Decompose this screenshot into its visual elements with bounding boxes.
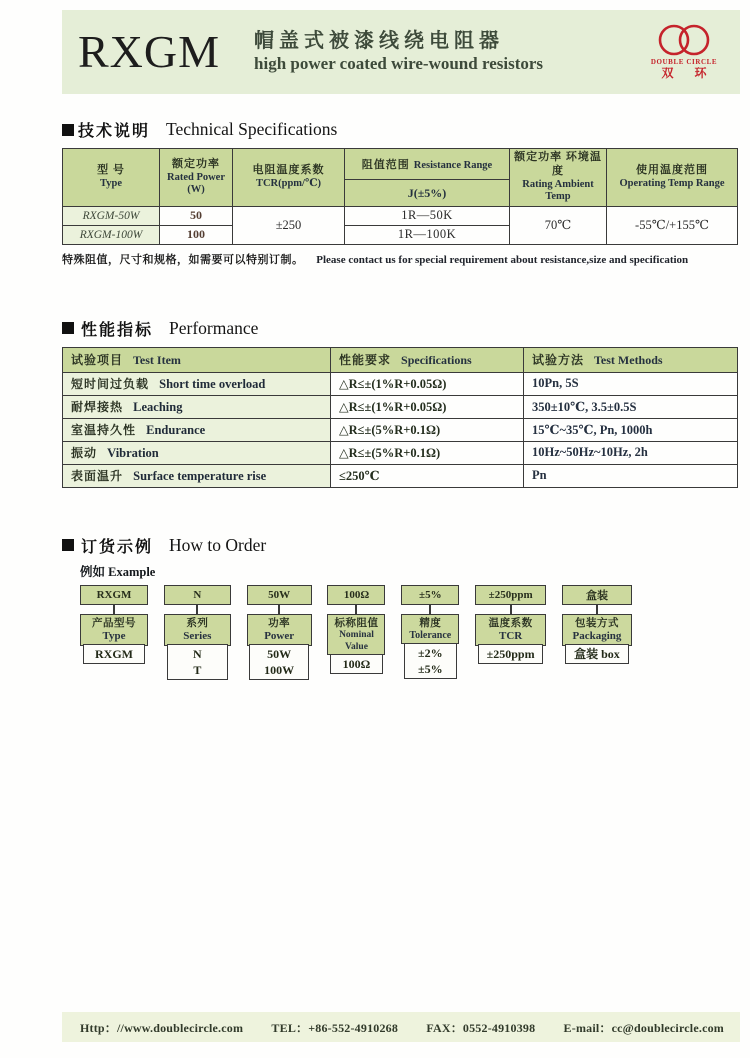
cell-test-item: 室温持久性 Endurance: [63, 418, 331, 441]
header-band: [62, 10, 740, 94]
col-header-specifications: 性能要求 Specifications: [331, 347, 524, 372]
footer-website: Http：//www.doublecircle.com: [80, 1020, 244, 1035]
footer-fax: FAX：0552-4910398: [426, 1020, 536, 1035]
col-header-tcr: 电阻温度系数 TCR(ppm/℃): [233, 149, 345, 207]
table-row: [63, 464, 738, 487]
product-code: RXGM: [78, 26, 221, 77]
col-subheader-tolerance: J(±5%): [345, 179, 510, 206]
cell-specification: △R≤±(1%R+0.05Ω): [331, 372, 524, 395]
cell-test-item: 振动 Vibration: [63, 441, 331, 464]
connector-line: [596, 605, 598, 614]
cell-test-item: 短时间过负载 Short time overload: [63, 372, 331, 395]
section-heading-performance: [62, 317, 740, 340]
order-label-box: 精度 Tolerance: [401, 614, 459, 645]
col-header-ambient-temp: 额定功率 环境温度 Rating Ambient Temp: [510, 149, 607, 207]
order-code-box: ±5%: [401, 585, 459, 605]
order-label-box: 系列 Series: [164, 614, 231, 646]
product-title-en: high power coated wire-wound resistors: [254, 54, 544, 74]
order-column-tolerance: [401, 585, 459, 680]
double-circle-icon: [651, 22, 717, 58]
order-value-box: 50W 100W: [249, 644, 309, 680]
table-row: [63, 206, 738, 225]
cell-specification: ≤250℃: [331, 464, 524, 487]
table-row: [63, 372, 738, 395]
col-header-resistance-range: 阻值范围 Resistance Range: [345, 149, 510, 180]
order-value-box: N T: [167, 644, 229, 680]
cell-type: RXGM-50W: [63, 206, 160, 225]
col-header-operating-temp: 使用温度范围 Operating Temp Range: [607, 149, 738, 207]
order-value-box: 盒装 box: [565, 644, 629, 664]
product-title-zh: 帽盖式被漆线绕电阻器: [254, 30, 505, 53]
order-code-box: 100Ω: [327, 585, 385, 605]
order-column-tcr: [475, 585, 546, 665]
cell-test-item: 耐焊接热 Leaching: [63, 395, 331, 418]
order-value-box: 100Ω: [330, 654, 383, 674]
table-row: [63, 418, 738, 441]
technical-specifications-table: [62, 148, 738, 245]
cell-test-method: 15℃~35℃, Pn, 1000h: [524, 418, 738, 441]
order-column-nominal-value: [327, 585, 385, 674]
section-heading-how-to-order: [62, 534, 740, 557]
logo-text-zh: 双 环: [661, 66, 716, 81]
cell-tcr: ±250: [233, 206, 345, 244]
col-header-rated-power: 额定功率 Rated Power (W): [160, 149, 233, 207]
connector-line: [510, 605, 512, 614]
order-column-series: [164, 585, 231, 681]
cell-power: 50: [160, 206, 233, 225]
order-label-box: 包装方式 Packaging: [562, 614, 632, 646]
col-header-test-methods: 试验方法 Test Methods: [524, 347, 738, 372]
performance-table: [62, 347, 738, 488]
section-title-zh: 性能指标: [81, 321, 154, 339]
section-title-zh: 技术说明: [78, 123, 151, 140]
cell-type: RXGM-100W: [63, 225, 160, 244]
cell-operating-temp: -55℃/+155℃: [607, 206, 738, 244]
section-title-en: Performance: [169, 317, 259, 338]
cell-test-item: 表面温升 Surface temperature rise: [63, 464, 331, 487]
order-column-packaging: [562, 585, 632, 665]
square-bullet-icon: [62, 124, 74, 136]
square-bullet-icon: [62, 322, 74, 334]
section-title-en: Technical Specifications: [166, 119, 338, 139]
connector-line: [429, 605, 431, 614]
order-column-type: [80, 585, 148, 665]
connector-line: [278, 605, 280, 614]
company-logo: [636, 22, 732, 82]
cell-specification: △R≤±(5%R+0.1Ω): [331, 418, 524, 441]
footer-contact-bar: [62, 1012, 740, 1042]
cell-specification: △R≤±(1%R+0.05Ω): [331, 395, 524, 418]
section-heading-technical: [62, 118, 740, 141]
connector-line: [355, 605, 357, 614]
table-row: [63, 441, 738, 464]
col-header-type: 型 号 Type: [63, 149, 160, 207]
cell-ambient: 70℃: [510, 206, 607, 244]
order-column-power: [247, 585, 312, 681]
order-value-box: ±250ppm: [478, 644, 543, 664]
section-title-en: How to Order: [169, 534, 267, 555]
example-label: 例如 Example: [80, 564, 156, 579]
section-title-zh: 订货示例: [81, 538, 154, 556]
special-order-note: 特殊阻值，尺寸和规格，如需要可以特别订制。 Please contact us for special requirement about resistance,size and specification: [62, 253, 689, 266]
connector-line: [113, 605, 115, 614]
order-code-box: RXGM: [80, 585, 148, 605]
order-label-box: 标称阻值 Nominal Value: [327, 614, 385, 655]
cell-test-method: 10Hz~50Hz~10Hz, 2h: [524, 441, 738, 464]
cell-range: 1R—100K: [345, 225, 510, 244]
square-bullet-icon: [62, 539, 74, 551]
order-label-box: 功率 Power: [247, 614, 312, 646]
order-label-box: 产品型号 Type: [80, 614, 148, 646]
order-code-diagram: [80, 585, 632, 681]
logo-text-en: DOUBLE CIRCLE: [650, 58, 718, 66]
cell-specification: △R≤±(5%R+0.1Ω): [331, 441, 524, 464]
col-header-test-item: 试验项目 Test Item: [63, 347, 331, 372]
order-code-box: N: [164, 585, 231, 605]
connector-line: [196, 605, 198, 614]
footer-telephone: TEL：+86-552-4910268: [271, 1020, 399, 1035]
cell-test-method: 350±10℃, 3.5±0.5S: [524, 395, 738, 418]
order-label-box: 温度系数 TCR: [475, 614, 546, 646]
order-code-box: 盒装: [562, 585, 632, 605]
table-row: [63, 395, 738, 418]
cell-test-method: Pn: [524, 464, 738, 487]
order-code-box: ±250ppm: [475, 585, 546, 605]
order-value-box: ±2% ±5%: [404, 643, 457, 679]
order-value-box: RXGM: [83, 644, 146, 664]
cell-range: 1R—50K: [345, 206, 510, 225]
cell-power: 100: [160, 225, 233, 244]
cell-test-method: 10Pn, 5S: [524, 372, 738, 395]
order-code-box: 50W: [247, 585, 312, 605]
footer-email: E-mail：cc@doublecircle.com: [563, 1020, 724, 1035]
title-block: [254, 29, 636, 74]
